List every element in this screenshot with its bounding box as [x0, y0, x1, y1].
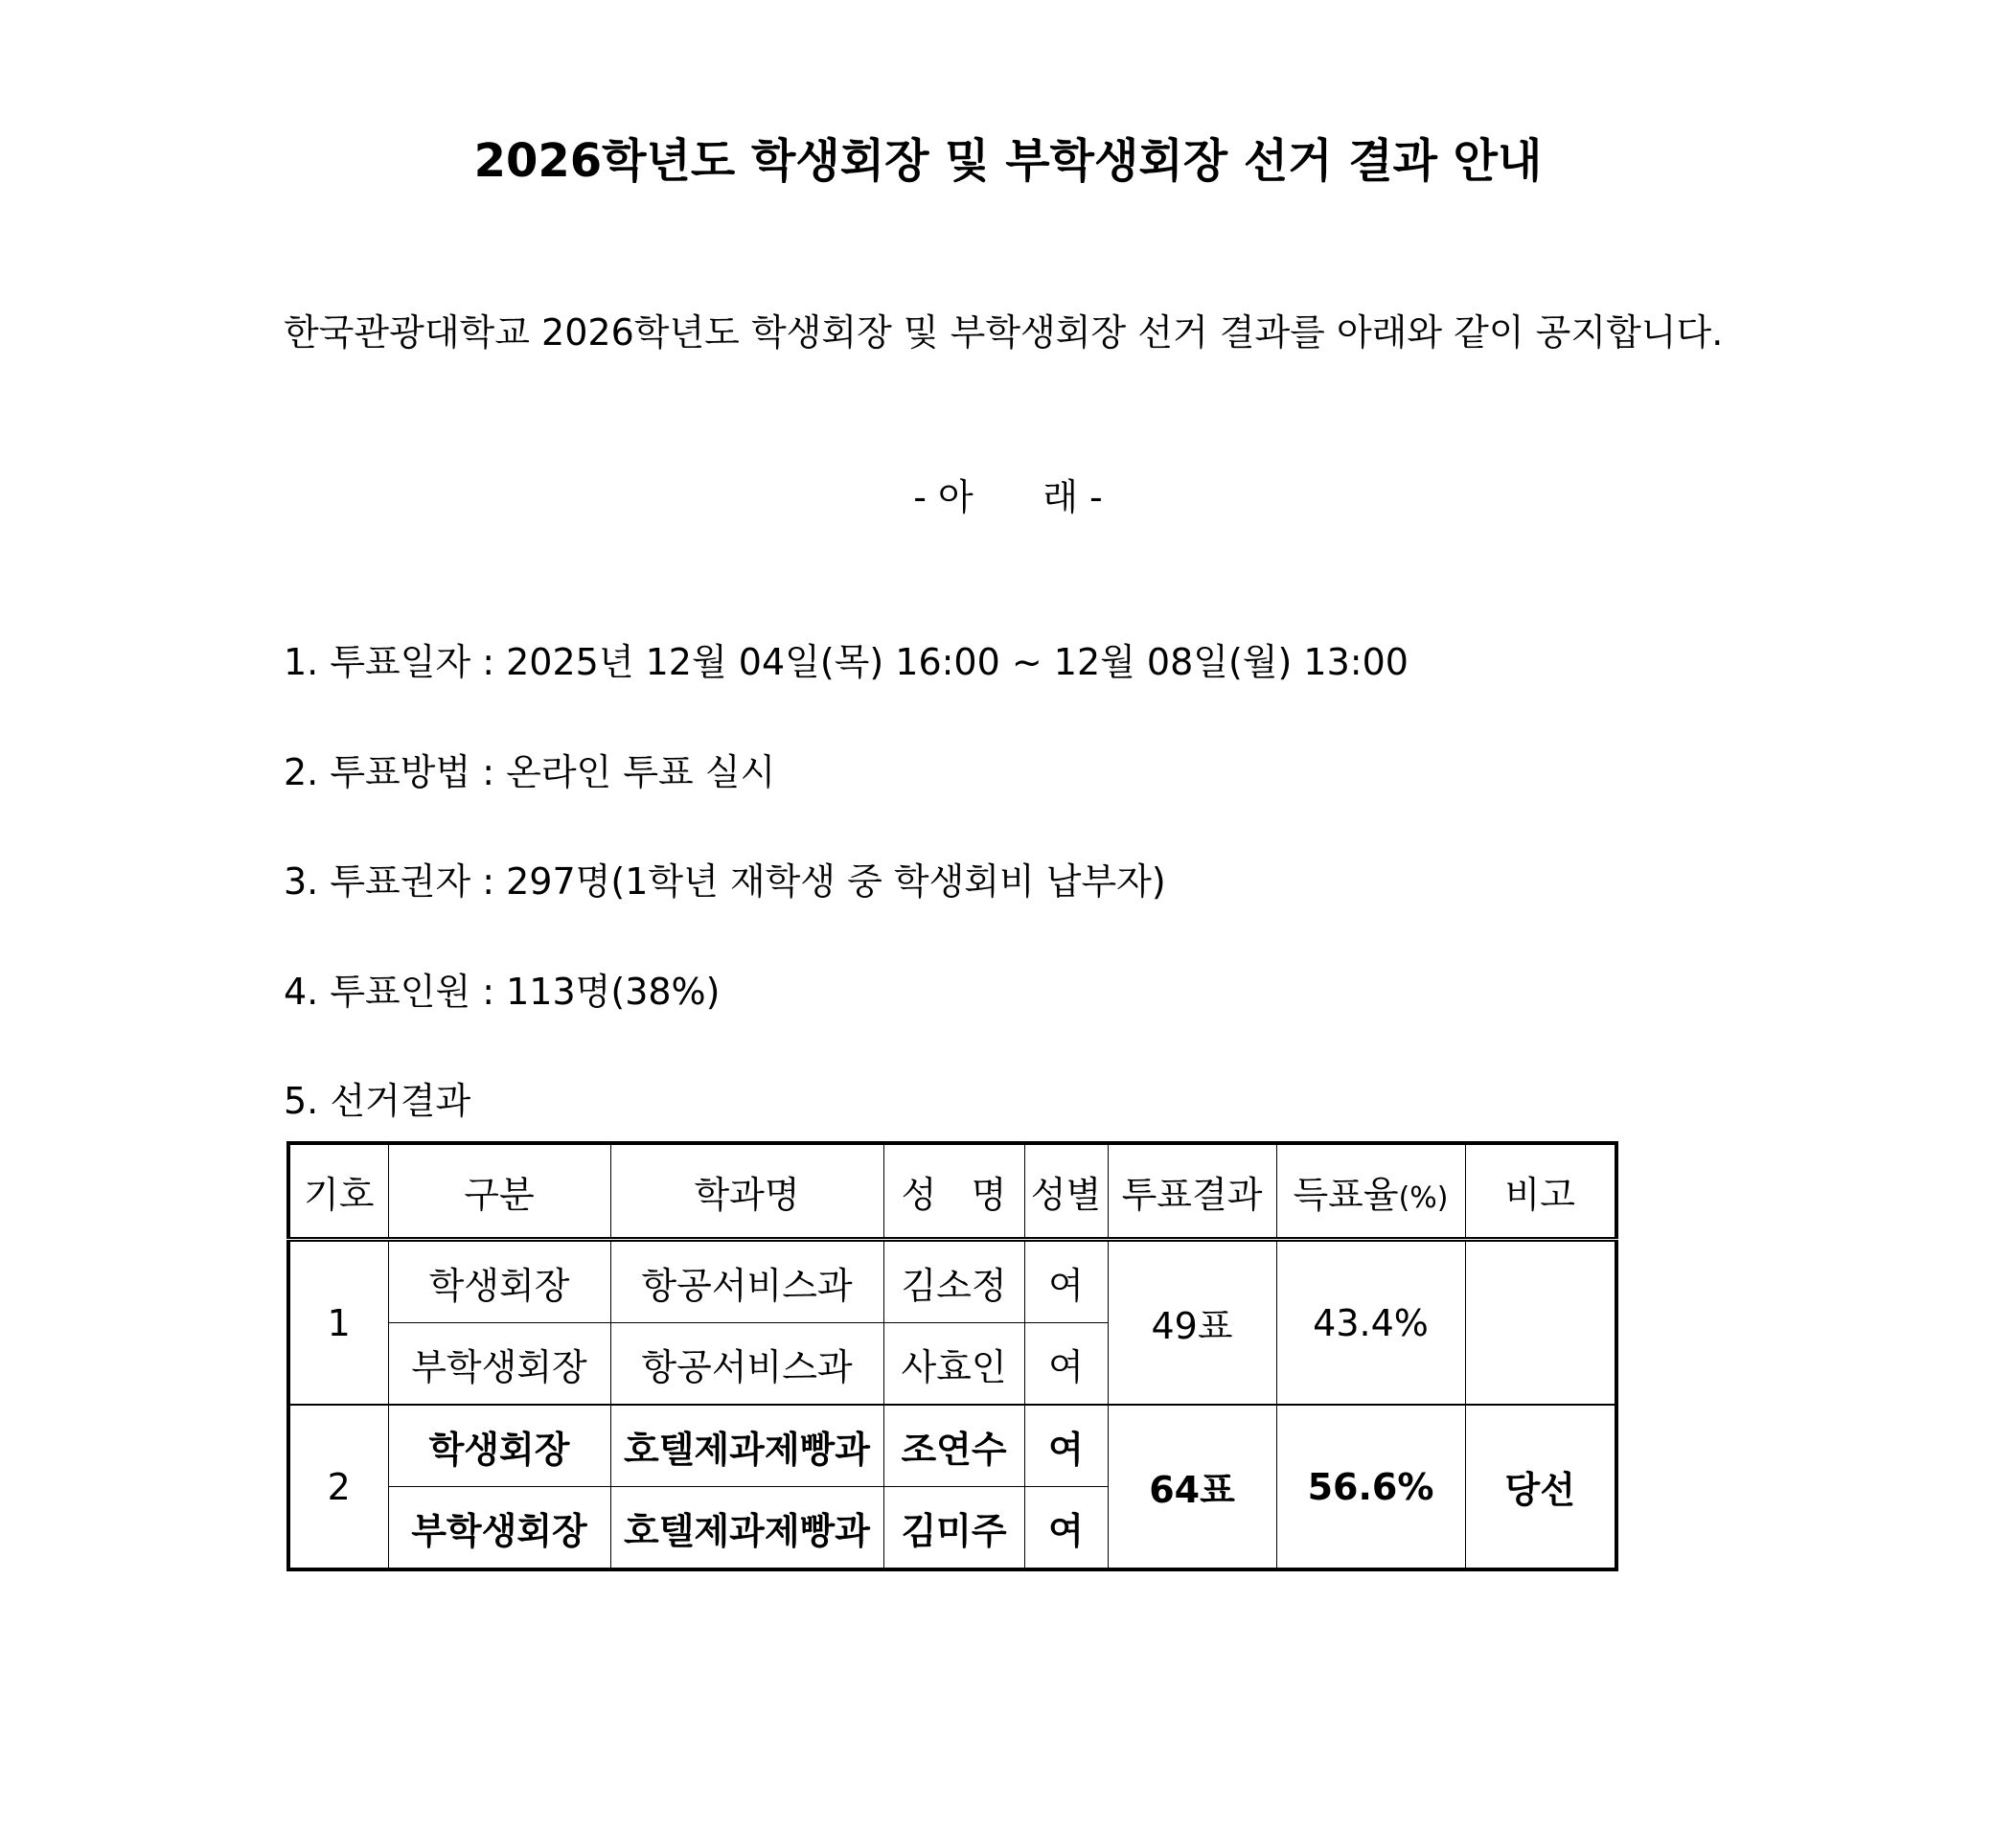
- header-remarks: 비고: [1465, 1143, 1616, 1240]
- candidate-number: 1: [288, 1240, 388, 1406]
- table-row: [288, 1405, 1616, 1487]
- candidate-gender: 여: [1024, 1405, 1108, 1487]
- candidate-department: 항공서비스과: [610, 1323, 883, 1406]
- vote-count: 64표: [1108, 1405, 1276, 1569]
- candidate-category: 학생회장: [388, 1405, 610, 1487]
- vote-rate: 43.4%: [1276, 1240, 1465, 1406]
- candidate-department: 호텔제과제빵과: [610, 1405, 883, 1487]
- candidate-name: 김미주: [883, 1487, 1024, 1570]
- candidate-category: 학생회장: [388, 1240, 610, 1323]
- header-rate-unit: (%): [1398, 1180, 1449, 1215]
- candidate-number: 2: [288, 1405, 388, 1569]
- item-voting-date: 1. 투표일자 : 2025년 12월 04일(목) 16:00 ~ 12월 08일(월) 13:00: [284, 641, 1409, 683]
- remarks-elected: 당선: [1465, 1405, 1616, 1569]
- candidate-category: 부학생회장: [388, 1487, 610, 1570]
- header-rate: [1276, 1143, 1465, 1240]
- item-voter-turnout: 4. 투표인원 : 113명(38%): [284, 971, 721, 1013]
- candidate-name: 김소정: [883, 1240, 1024, 1323]
- election-results-table: [286, 1141, 1618, 1571]
- intro-paragraph: 한국관광대학교 2026학년도 학생회장 및 부학생회장 선거 결과를 아래와 같이 공지합니다.: [284, 311, 1724, 354]
- item-eligible-voters: 3. 투표권자 : 297명(1학년 재학생 중 학생회비 납부자): [284, 860, 1166, 903]
- candidate-gender: 여: [1024, 1240, 1108, 1323]
- item-voting-method: 2. 투표방법 : 온라인 투표 실시: [284, 751, 776, 793]
- remarks: [1465, 1240, 1616, 1406]
- document-title: 2026학년도 학생회장 및 부학생회장 선거 결과 안내: [473, 134, 1543, 188]
- header-name: 성 명: [883, 1143, 1024, 1240]
- candidate-gender: 여: [1024, 1487, 1108, 1570]
- vote-rate: 56.6%: [1276, 1405, 1465, 1569]
- notice-divider: - 아 래 -: [913, 476, 1103, 518]
- header-department: 학과명: [610, 1143, 883, 1240]
- candidate-department: 호텔제과제빵과: [610, 1487, 883, 1570]
- candidate-name: 조연수: [883, 1405, 1024, 1487]
- candidate-name: 사효인: [883, 1323, 1024, 1406]
- table-row: [288, 1240, 1616, 1323]
- table-header-row: [288, 1143, 1616, 1240]
- header-votes: 투표결과: [1108, 1143, 1276, 1240]
- header-number: 기호: [288, 1143, 388, 1240]
- header-category: 구분: [388, 1143, 610, 1240]
- vote-count: 49표: [1108, 1240, 1276, 1406]
- header-rate-label: 득표율: [1293, 1173, 1399, 1216]
- item-election-results: 5. 선거결과: [284, 1080, 471, 1122]
- candidate-gender: 여: [1024, 1323, 1108, 1406]
- candidate-category: 부학생회장: [388, 1323, 610, 1406]
- header-gender: 성별: [1024, 1143, 1108, 1240]
- candidate-department: 항공서비스과: [610, 1240, 883, 1323]
